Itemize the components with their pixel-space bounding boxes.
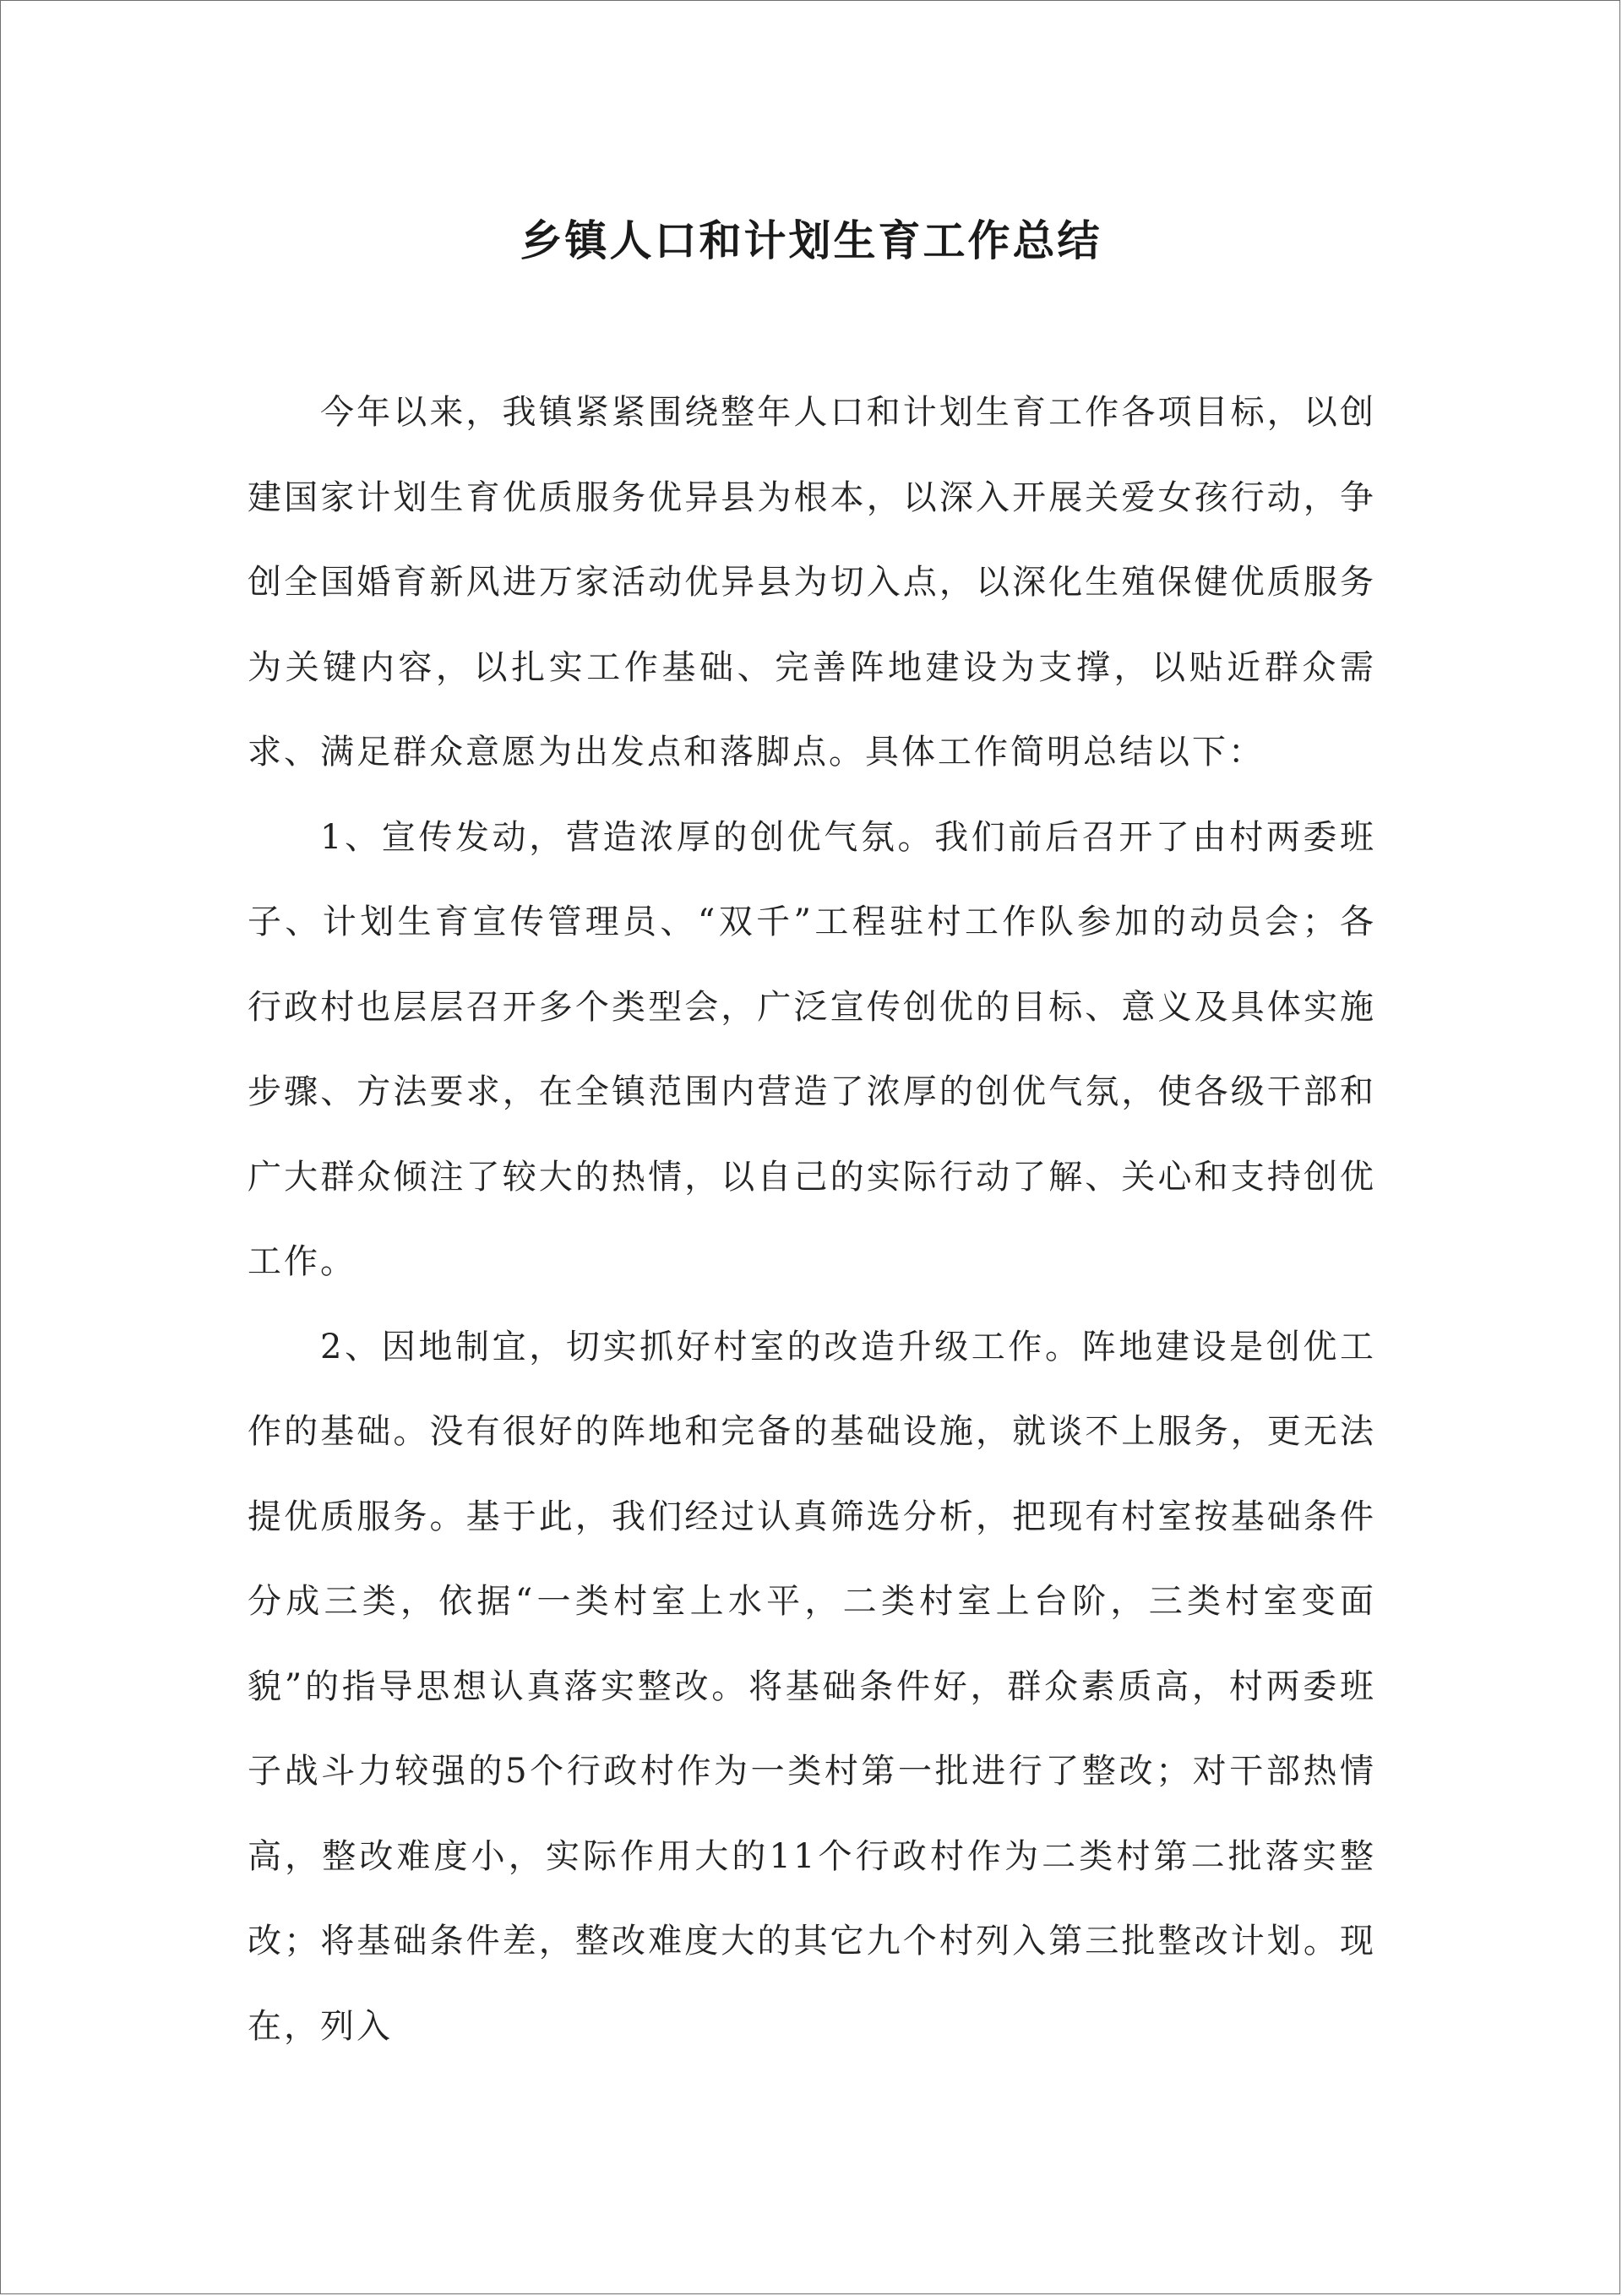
document-body <box>248 370 1376 2069</box>
paragraph-intro: 今年以来，我镇紧紧围绕整年人口和计划生育工作各项目标，以创建国家计划生育优质服务优异县为根本，以深入开展关爱女孩行动，争创全国婚育新风进万家活动优异县为切入点，以深化生殖保健优质服务为关键内容，以扎实工作基础、完善阵地建设为支撑，以贴近群众需求、满足群众意愿为出发点和落脚点。具体工作简明总结以下： <box>248 393 1376 772</box>
document-title: 乡镇人口和计划生育工作总结 <box>520 215 1102 265</box>
paragraph-village-rooms: 2、因地制宜，切实抓好村室的改造升级工作。阵地建设是创优工作的基础。没有很好的阵地和完备的基础设施，就谈不上服务，更无法提优质服务。基于此，我们经过认真筛选分析，把现有村室按基础条件分成三类，依据“一类村室上水平，二类村室上台阶，三类村室变面貌”的指导思想认真落实整改。将基础条件好，群众素质高，村两委班子战斗力较强的5个行政村作为一类村第一批进行了整改；对干部热情高，整改难度小，实际作用大的11个行政村作为二类村第二批落实整改；将基础条件差，整改难度大的其它九个村列入第三批整改计划。现在，列入 <box>248 1327 1376 2046</box>
paragraph-publicity: 1、宣传发动，营造浓厚的创优气氛。我们前后召开了由村两委班子、计划生育宣传管理员、“双千”工程驻村工作队参加的动员会；各行政村也层层召开多个类型会，广泛宣传创优的目标、意义及具体实施步骤、方法要求，在全镇范围内营造了浓厚的创优气氛，使各级干部和广大群众倾注了较大的热情，以自己的实际行动了解、关心和支持创优工作。 <box>248 817 1376 1281</box>
